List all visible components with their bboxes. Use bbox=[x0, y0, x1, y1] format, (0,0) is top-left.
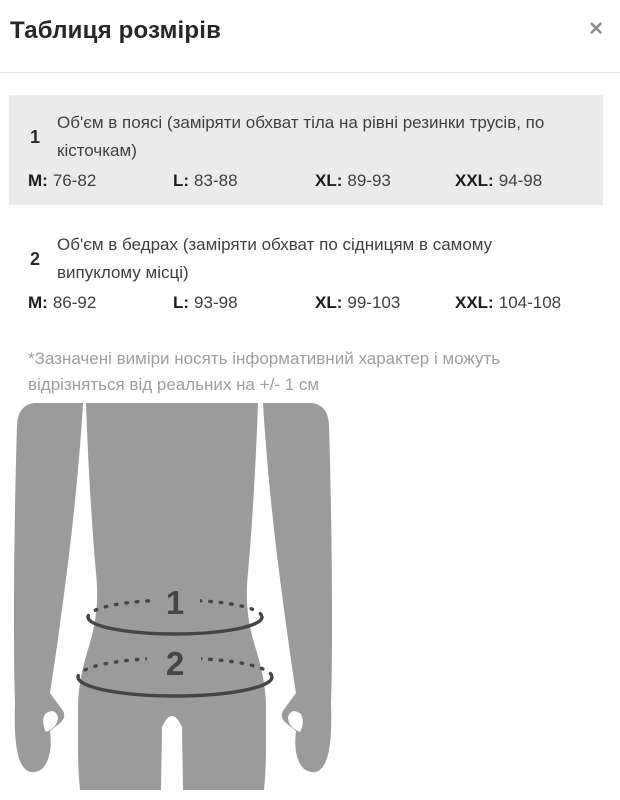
measurement-figure bbox=[0, 403, 340, 790]
close-icon[interactable]: ✕ bbox=[588, 19, 604, 40]
size-label: XXL: bbox=[455, 171, 494, 190]
size-value: 99-103 bbox=[347, 293, 401, 312]
size-label: XL: bbox=[315, 171, 343, 190]
description-line: кісточкам) bbox=[57, 141, 137, 160]
hips-sizes-row bbox=[28, 290, 593, 316]
measure-number-2: 2 bbox=[30, 248, 41, 269]
size-label: M: bbox=[28, 293, 48, 312]
section-waist bbox=[9, 95, 603, 205]
size-value: 93-98 bbox=[194, 293, 238, 312]
size-value: 89-93 bbox=[347, 171, 391, 190]
right-thumb-notch bbox=[288, 711, 303, 732]
size-value: 104-108 bbox=[498, 293, 562, 312]
hips-description bbox=[57, 231, 593, 287]
hips-label: 2 bbox=[165, 645, 185, 682]
section-hips bbox=[9, 231, 603, 316]
size-value: 94-98 bbox=[498, 171, 543, 190]
waist-description bbox=[57, 109, 593, 165]
size-label: XXL: bbox=[455, 293, 494, 312]
description-line: випуклому місці) bbox=[57, 263, 189, 282]
waist-label: 1 bbox=[165, 584, 185, 621]
note-line: відрізняться від реальних на +/- 1 см bbox=[28, 375, 320, 394]
size-cell-l bbox=[173, 171, 315, 191]
header-divider bbox=[0, 72, 620, 73]
size-cell-l bbox=[173, 293, 315, 313]
size-cell-xl bbox=[315, 293, 455, 313]
size-cell-m bbox=[28, 171, 173, 191]
disclaimer-note bbox=[28, 346, 590, 398]
hips-description-row bbox=[28, 231, 593, 287]
body-diagram bbox=[0, 403, 340, 790]
size-cell-xxl bbox=[455, 293, 561, 313]
size-label: M: bbox=[28, 171, 48, 190]
measure-number-1: 1 bbox=[30, 126, 41, 147]
size-value: 83-88 bbox=[194, 171, 238, 190]
description-line: Об'єм в поясі (заміряти обхват тіла на рівні резинки трусів, по bbox=[57, 113, 545, 132]
size-value: 86-92 bbox=[52, 293, 97, 312]
size-label: L: bbox=[173, 293, 190, 312]
modal-header bbox=[0, 0, 620, 48]
size-label: L: bbox=[173, 171, 190, 190]
size-cell-xl bbox=[315, 171, 455, 191]
left-thumb-notch bbox=[43, 711, 58, 732]
size-cell-xxl bbox=[455, 171, 542, 191]
waist-sizes-row bbox=[28, 168, 593, 194]
size-cell-m bbox=[28, 293, 173, 313]
size-value: 76-82 bbox=[52, 171, 97, 190]
waist-description-row bbox=[28, 109, 593, 165]
description-line: Об'єм в бедрах (заміряти обхват по сідницям в самому bbox=[57, 235, 493, 254]
note-line: *Зазначені виміри носять інформативний характер і можуть bbox=[28, 349, 501, 368]
size-label: XL: bbox=[315, 293, 343, 312]
page-title: Таблиця розмірів bbox=[10, 17, 222, 44]
